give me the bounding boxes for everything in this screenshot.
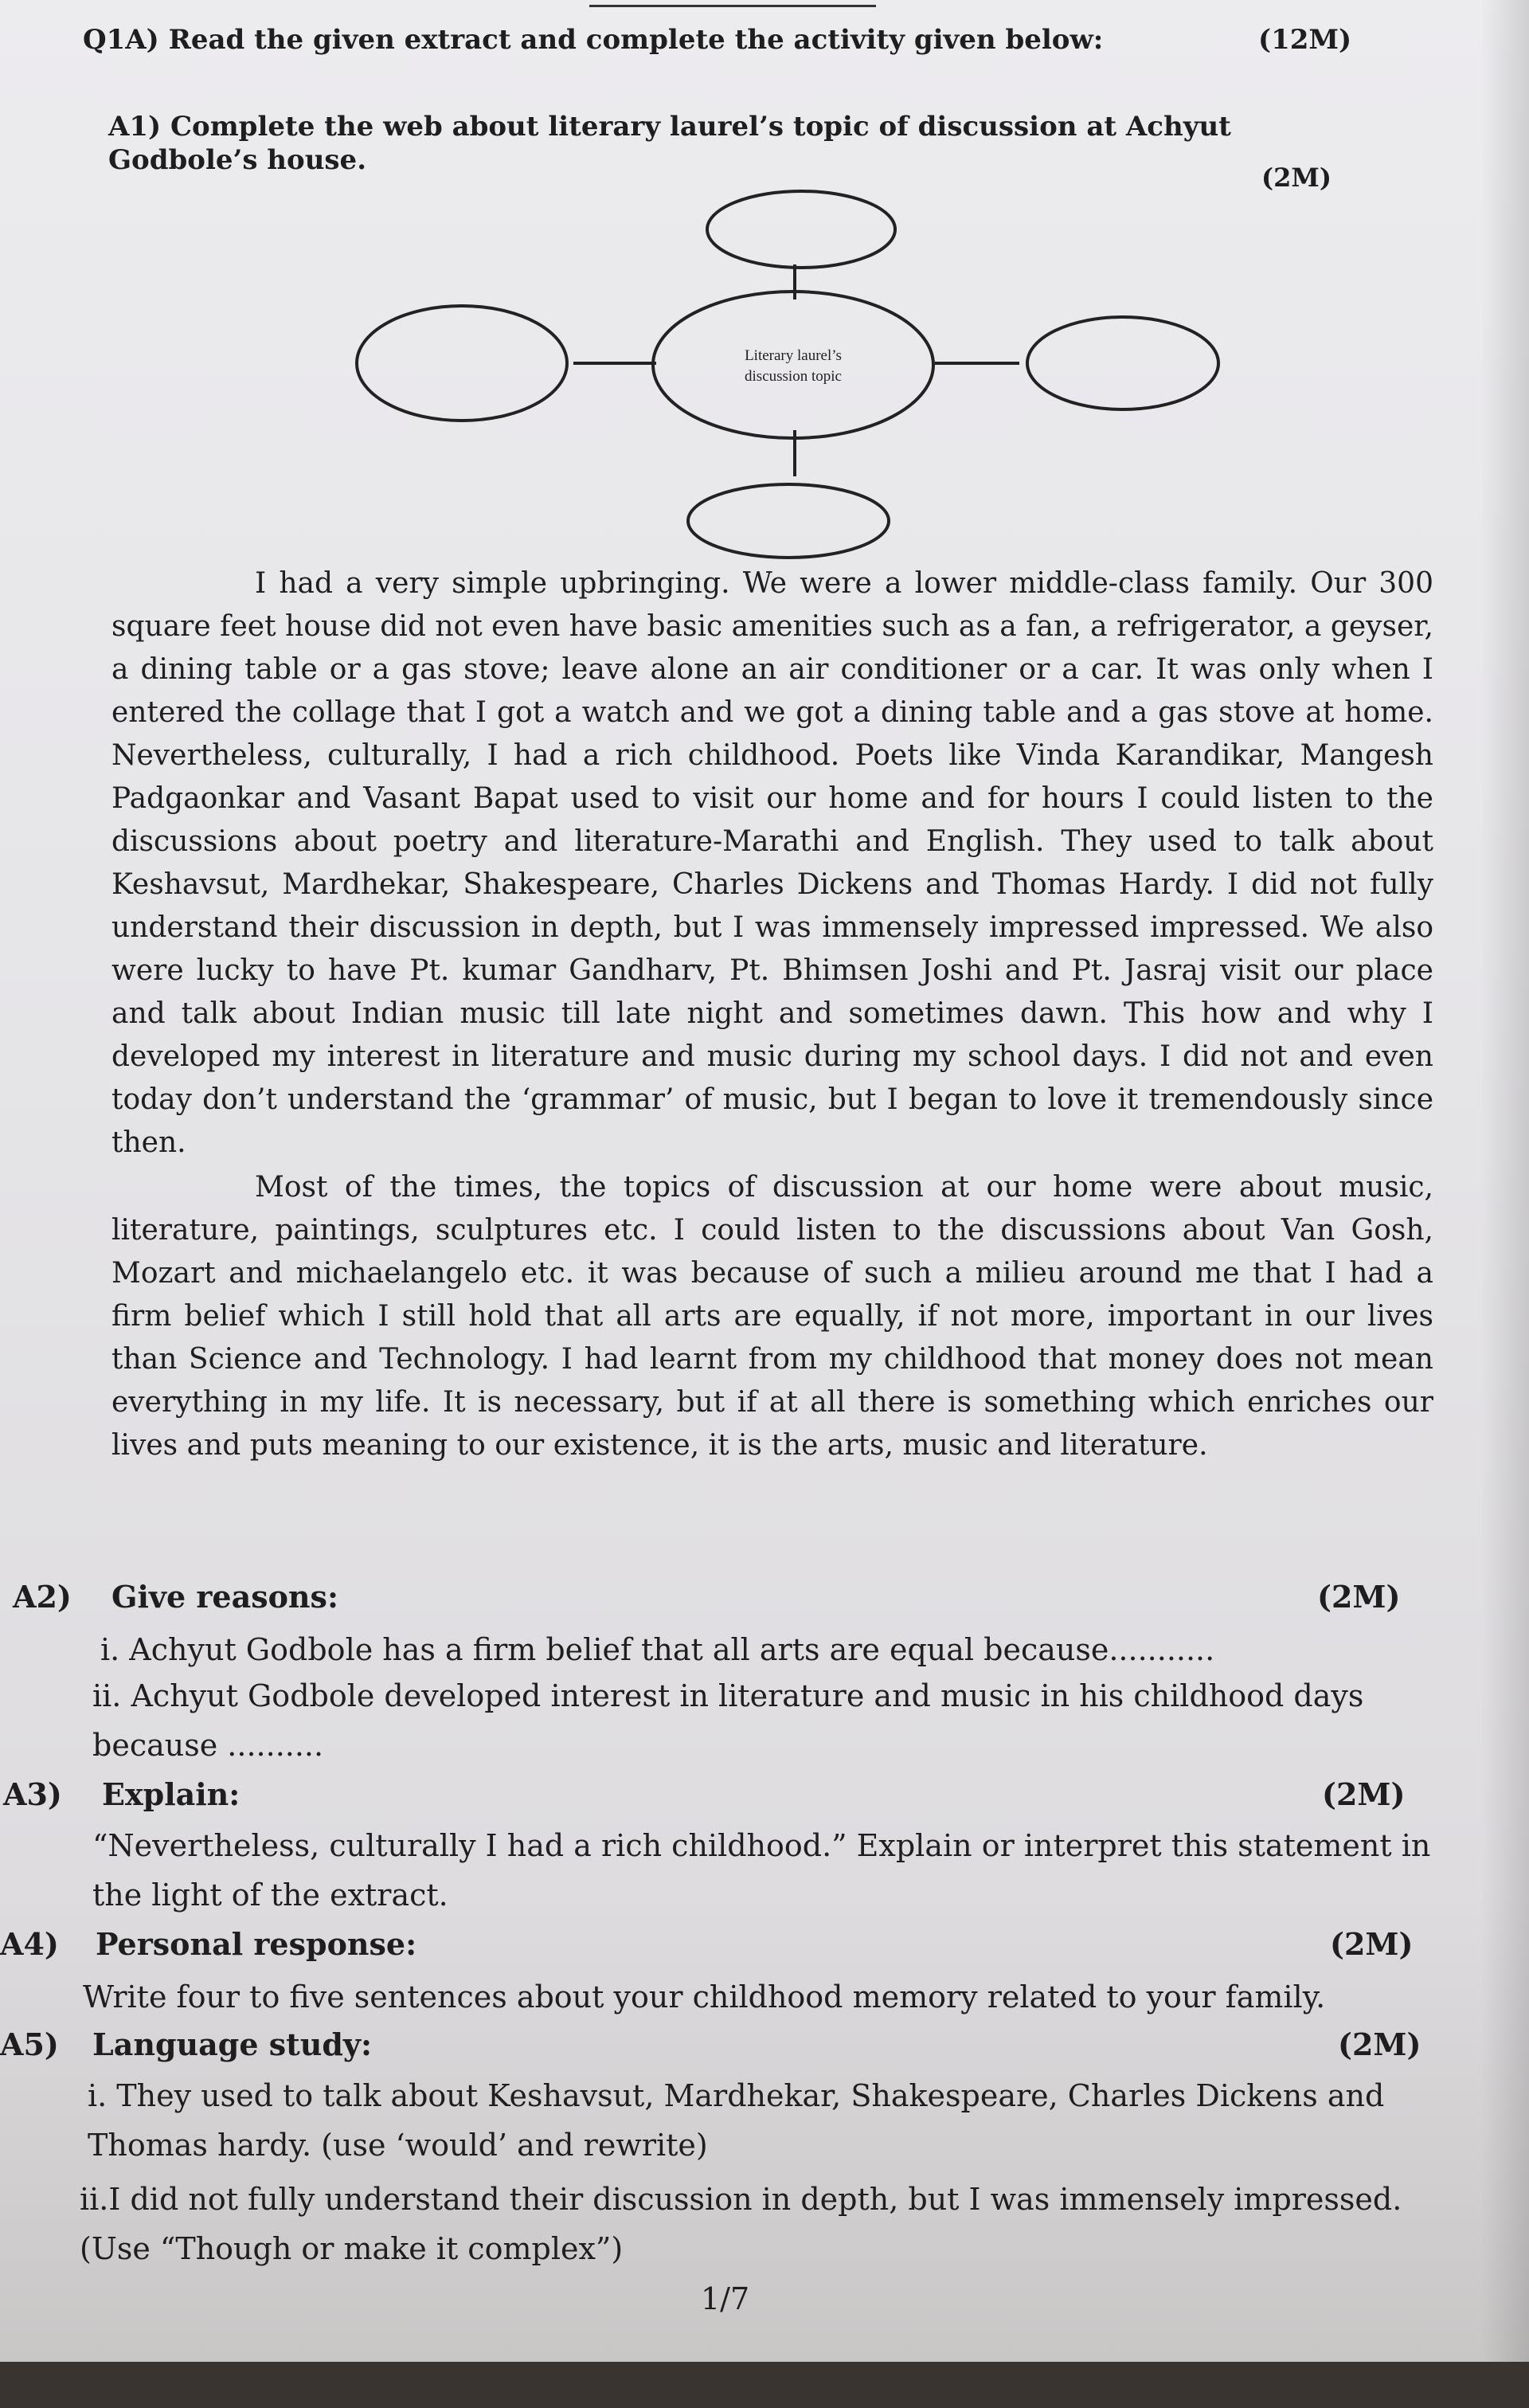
web-center-label-line1: Literary laurel’s	[745, 347, 842, 364]
a5-marks: (2M)	[1338, 2026, 1421, 2062]
a4-text: Write four to five sentences about your childhood memory related to your family.	[83, 1979, 1326, 2014]
a2-number: A2)	[13, 1579, 72, 1615]
extract-passage	[111, 562, 1433, 1467]
web-blank-right	[1027, 317, 1218, 409]
web-blank-bottom	[688, 484, 889, 558]
a2-heading: Give reasons:	[111, 1579, 338, 1615]
web-blank-top	[707, 191, 895, 268]
question-title	[83, 24, 1357, 56]
passage-paragraph-1: I had a very simple upbringing. We were a lower middle-class family. Our 300 square feet house did not even have basic amenities such as a fan, a refrigerator, a geyser, a dining table or a gas stove; leave alone an air conditioner or a car. It was only when I entered the collage that I got a watch and we got a dining table and a gas stove at home. Nevertheless, culturally, I had a rich childhood. Poets like Vinda Karandikar, Mangesh Padgaonkar and Vasant Bapat used to visit our home and for hours I could listen to the discussions about poetry and literature-Marathi and English. They used to talk about Keshavsut, Mardhekar, Shakespeare, Charles Dickens and Thomas Hardy. I did not fully understand their discussion in depth, but I was immensely impressed impressed. We also were lucky to have Pt. kumar Gandharv, Pt. Bhimsen Joshi and Pt. Jasraj visit our place and talk about Indian music till late night and sometimes dawn. This how and why I developed my interest in literature and music during my school days. I did not and even today don’t understand the ‘grammar’ of music, but I began to love it tremendously since then.	[111, 567, 1433, 1159]
web-center	[653, 292, 933, 438]
passage-paragraph-2: Most of the times, the topics of discussion at our home were about music, literature, paintings, sculptures etc. I could listen to the discussions about Van Gosh, Mozart and michaelangelo etc. it was because of such a milieu around me that I had a firm belief which I still hold that all arts are equally, if not more, important in our lives than Science and Technology. I had learnt from my childhood that money does not mean everything in my life. It is necessary, but if at all there is something which enriches our lives and puts meaning to our existence, it is the arts, music and literature.	[111, 1171, 1433, 1462]
page-shadow	[1481, 0, 1529, 2362]
web-diagram	[334, 175, 1258, 566]
web-blank-left	[357, 306, 567, 421]
a5-item-i: i. They used to talk about Keshavsut, Mardhekar, Shakespeare, Charles Dickens and Thomas hardy. (use ‘would’ and rewrite)	[88, 2078, 1385, 2163]
page-number: 1/7	[701, 2281, 750, 2316]
a4-marks: (2M)	[1330, 1926, 1414, 1962]
a2-item-i: i. Achyut Godbole has a firm belief that all arts are equal because...........	[100, 1632, 1215, 1667]
a5-heading: Language study:	[92, 2026, 373, 2062]
desk-background	[0, 2362, 1529, 2408]
a5-item-ii: ii.I did not fully understand their discussion in depth, but I was immensely impressed. (Use “Though or make it complex”)	[80, 2182, 1402, 2266]
a5-number: A5)	[0, 2026, 59, 2062]
a3-heading: Explain:	[102, 1776, 240, 1812]
a3-text: “Nevertheless, culturally I had a rich childhood.” Explain or interpret this statement in the light of the extract.	[92, 1828, 1431, 1913]
a1-title: A1) Complete the web about literary laurel’s topic of discussion at Achyut Godbole’s house.	[108, 111, 1231, 176]
a4-number: A4)	[0, 1926, 59, 1962]
question-marks: (12M)	[1258, 24, 1352, 56]
header-rule	[589, 0, 876, 7]
a2-marks: (2M)	[1317, 1579, 1401, 1615]
web-center-label-line2: discussion topic	[745, 368, 842, 385]
a3-marks: (2M)	[1322, 1776, 1406, 1812]
a1-marks: (2M)	[1261, 162, 1332, 193]
question-title-text: Q1A) Read the given extract and complete the activity given below:	[83, 24, 1104, 56]
a3-number: A3)	[3, 1776, 62, 1812]
a2-item-ii: ii. Achyut Godbole developed interest in literature and music in his childhood days because ..........	[92, 1678, 1364, 1763]
a4-heading: Personal response:	[96, 1926, 417, 1962]
